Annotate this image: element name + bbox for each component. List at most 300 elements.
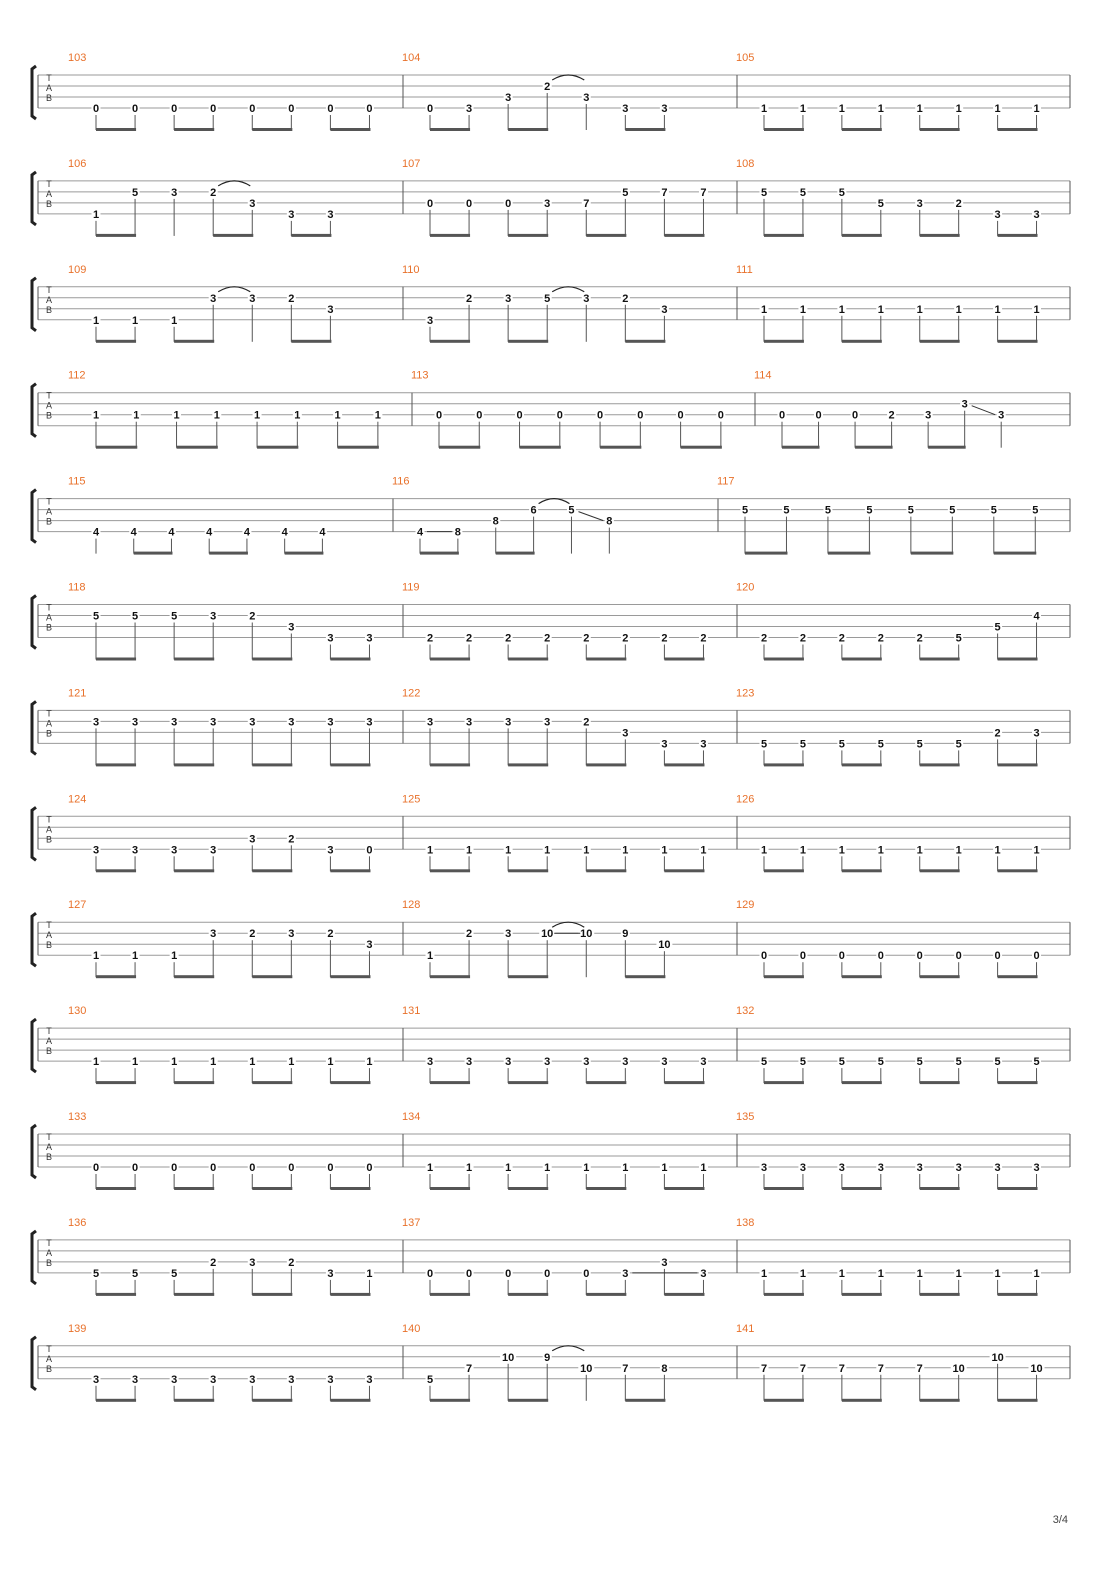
tab-clef-letter: T [46,920,52,931]
beam [174,658,214,661]
fret-number: 1 [210,1056,217,1069]
measure-number: 115 [68,475,86,488]
measure-number: 123 [736,687,755,700]
tab-system [32,1005,1070,1084]
measure-number: 132 [736,1005,755,1018]
beam [764,340,804,343]
fret-number: 7 [838,1362,845,1375]
beam [664,1293,704,1296]
system-bracket [32,1231,36,1284]
fret-number: 10 [580,1362,593,1375]
fret-number: 3 [288,928,295,941]
fret-number: 2 [288,833,295,846]
beam [998,340,1038,343]
fret-number: 1 [1033,844,1040,857]
fret-number: 0 [556,409,563,422]
measure-number: 114 [754,369,772,382]
beam [782,446,820,449]
beam [174,975,214,978]
fret-number: 1 [426,844,434,857]
beam [842,975,882,978]
fret-number: 0 [505,1267,512,1280]
fret-number: 1 [916,303,923,316]
fret-number: 1 [877,303,884,316]
fret-number: 2 [426,632,434,645]
beam [586,1081,626,1084]
tie [552,922,584,927]
beam [764,658,804,661]
beam [842,763,882,766]
fret-number: 5 [132,1267,139,1280]
beam [842,234,882,237]
beam [430,1293,470,1296]
beam [842,1399,882,1402]
tab-system [32,687,1070,766]
fret-number: 0 [210,1162,217,1174]
fret-number: 2 [888,409,895,422]
measure-number: 105 [736,52,755,64]
fret-number: 0 [815,409,822,422]
measure-number: 111 [736,263,753,276]
fret-number: 0 [288,1162,295,1174]
beam [96,1293,136,1296]
fret-number: 3 [249,1373,256,1386]
fret-number: 3 [583,92,590,104]
tie [552,287,584,292]
beam [430,128,470,131]
fret-number: 1 [760,103,768,115]
fret-number: 1 [288,1056,295,1069]
beam [998,975,1038,978]
fret-number: 3 [210,1373,217,1386]
fret-number: 1 [799,303,806,316]
fret-number: 0 [544,1267,551,1280]
fret-number: 5 [916,1056,923,1069]
fret-number: 3 [505,92,512,104]
fret-number: 1 [505,1162,512,1174]
beam [998,1187,1038,1190]
fret-number: 4 [1033,610,1040,623]
fret-number: 8 [661,1362,668,1375]
tab-clef-letter: B [45,198,53,209]
tab-clef-letter: B [45,1152,53,1162]
beam [174,1081,214,1084]
beam [252,1187,292,1190]
beam [664,1187,704,1190]
fret-number: 10 [580,928,593,941]
beam [508,128,548,131]
measure-number: 110 [402,263,420,276]
measure-number: 103 [68,52,87,64]
fret-number: 2 [583,632,590,645]
fret-number: 0 [426,1267,434,1280]
fret-number: 1 [374,409,381,422]
fret-number: 3 [249,716,256,729]
fret-number: 3 [366,632,373,645]
fret-number: 10 [952,1362,965,1375]
fret-number: 4 [243,526,250,539]
fret-number: 0 [955,950,962,963]
fret-number: 2 [877,632,884,645]
beam [96,763,136,766]
fret-number: 1 [171,950,178,963]
beam [745,552,787,555]
system-bracket [32,172,36,225]
fret-number: 1 [994,303,1001,316]
page-number: 3/4 [1052,1514,1068,1526]
beam [920,869,960,872]
tab-clef-letter: A [45,294,53,305]
beam [174,1293,214,1296]
tab-system [32,1217,1070,1296]
fret-number: 0 [466,197,473,210]
fret-number: 5 [949,504,956,517]
beam [842,658,882,661]
fret-number: 0 [210,103,217,115]
fret-number: 5 [838,738,845,751]
fret-number: 3 [288,1373,295,1386]
fret-number: 3 [661,738,668,751]
fret-number: 1 [132,1056,139,1069]
fret-number: 0 [132,103,139,115]
tab-system [32,476,1070,555]
beam [291,234,331,237]
fret-number: 3 [916,1162,923,1174]
beam [174,1187,214,1190]
beam [508,234,548,237]
fret-number: 3 [505,716,512,729]
fret-number: 1 [173,409,180,422]
fret-number: 4 [92,526,100,539]
fret-number: 4 [319,526,326,539]
system-bracket [32,1125,36,1178]
fret-number: 0 [435,409,443,422]
tab-clef-letter: T [46,1343,52,1354]
measure-number: 121 [68,687,87,700]
measure-number: 118 [68,581,86,594]
beam [998,869,1038,872]
measure-number: 108 [736,157,755,170]
tab-system [32,1323,1070,1402]
tie [552,75,584,80]
fret-number: 1 [426,950,434,963]
fret-number: 3 [661,303,668,316]
beam [96,1081,136,1084]
beam [600,446,641,449]
beam [920,1399,960,1402]
tab-clef-letter: B [45,834,53,845]
beam [252,975,292,978]
fret-number: 1 [622,844,629,857]
beam [134,552,173,555]
fret-number: 1 [92,950,100,963]
beam [586,763,626,766]
measure-number: 126 [736,793,755,806]
beam [252,1293,292,1296]
tab-clef-letter: A [45,718,53,729]
beam [855,446,893,449]
beam [911,552,953,555]
beam [96,658,136,661]
beam [430,975,470,978]
system-bracket [32,701,36,754]
fret-number: 1 [583,844,590,857]
fret-number: 1 [171,1056,178,1069]
fret-number: 3 [998,409,1005,422]
fret-number: 5 [799,186,806,199]
beam [764,763,804,766]
fret-number: 7 [760,1362,768,1375]
fret-number: 0 [171,1162,178,1174]
measure-number: 130 [68,1005,87,1018]
fret-number: 0 [994,950,1001,963]
fret-number: 0 [637,409,644,422]
beam [252,1081,292,1084]
fret-number: 3 [327,716,334,729]
tie [218,181,250,186]
beam [96,234,136,237]
fret-number: 3 [544,716,551,729]
system-bracket [32,278,36,331]
beam [508,1293,548,1296]
fret-number: 10 [658,939,671,952]
fret-number: 3 [132,844,139,857]
fret-number: 0 [366,103,373,115]
beam [508,340,548,343]
fret-number: 1 [466,1162,473,1174]
beam [508,1399,548,1402]
beam [998,1081,1038,1084]
tab-clef-letter: A [45,188,53,199]
beam [252,658,292,661]
tab-clef-letter: A [45,83,53,93]
fret-number: 3 [700,1267,707,1280]
fret-number: 1 [466,844,473,857]
beam [586,869,626,872]
tab-clef-letter: A [45,930,53,941]
fret-number: 4 [168,526,175,539]
fret-number: 0 [838,950,845,963]
tab-clef-letter: A [45,612,53,623]
fret-number: 1 [133,409,140,422]
measure-number: 120 [736,581,755,594]
fret-number: 0 [366,844,373,857]
measure-number: 139 [68,1322,87,1335]
beam [330,763,370,766]
fret-number: 0 [516,409,523,422]
tab-clef-letter: B [45,304,53,315]
fret-number: 1 [1033,103,1040,115]
beam [430,340,470,343]
fret-number: 1 [760,1267,768,1280]
fret-number: 5 [426,1373,434,1386]
system-bracket [32,913,36,966]
fret-number: 0 [426,197,434,210]
measure-number: 140 [402,1322,421,1335]
beam [920,763,960,766]
fret-number: 9 [622,928,629,941]
fret-number: 7 [916,1362,923,1375]
fret-number: 2 [622,292,629,305]
fret-number: 5 [622,186,629,199]
fret-number: 2 [249,928,256,941]
fret-number: 1 [661,1162,668,1174]
fret-number: 2 [466,928,473,941]
fret-number: 0 [852,409,859,422]
tab-clef-letter: T [46,390,52,401]
fret-number: 3 [249,1256,256,1269]
fret-number: 3 [622,1056,629,1069]
beam [842,1187,882,1190]
fret-number: 3 [426,716,434,729]
fret-number: 2 [544,632,551,645]
beam [96,128,136,131]
beam [994,552,1036,555]
beam [330,1081,370,1084]
beam [430,763,470,766]
tab-clef-letter: A [45,824,53,835]
fret-number: 1 [92,1056,100,1069]
fret-number: 3 [426,314,434,327]
tab-clef-letter: T [46,814,52,825]
beam [625,128,665,131]
fret-number: 1 [760,303,768,316]
measure-number: 134 [402,1111,421,1123]
fret-number: 1 [955,303,962,316]
fret-number: 3 [994,208,1001,221]
fret-number: 10 [991,1351,1004,1364]
beam [508,658,548,661]
tab-clef-letter: A [45,1247,53,1258]
fret-number: 7 [583,197,590,210]
fret-number: 0 [916,950,923,963]
beam [998,658,1038,661]
system-bracket [32,66,36,119]
slide-line [972,406,996,415]
fret-number: 5 [1032,504,1039,517]
fret-number: 1 [92,208,100,221]
fret-number: 3 [622,727,629,740]
fret-number: 3 [466,1056,473,1069]
fret-number: 5 [955,738,962,751]
fret-number: 3 [171,186,178,199]
beam [508,763,548,766]
beam [496,552,535,555]
measure-number: 109 [68,263,87,276]
fret-number: 5 [994,621,1001,634]
fret-number: 3 [925,409,932,422]
fret-number: 3 [622,1267,629,1280]
beam [330,1399,370,1402]
fret-number: 5 [544,292,551,305]
fret-number: 5 [955,1056,962,1069]
fret-number: 2 [799,632,806,645]
fret-number: 1 [132,314,139,327]
tab-clef-letter: B [45,1257,53,1268]
fret-number: 3 [622,103,629,115]
fret-number: 0 [92,103,100,115]
tab-system [32,899,1070,978]
fret-number: 0 [249,103,256,115]
measure-number: 104 [402,52,421,64]
fret-number: 3 [327,208,334,221]
system-bracket [32,1337,36,1390]
beam [842,869,882,872]
beam [213,234,253,237]
fret-number: 5 [132,610,139,623]
beam [96,340,136,343]
fret-number: 3 [583,292,590,305]
beam [920,1293,960,1296]
fret-number: 1 [505,844,512,857]
beam [664,234,704,237]
beam [96,975,136,978]
beam [664,658,704,661]
tab-clef-letter: A [45,506,53,517]
fret-number: 2 [583,716,590,729]
measure-number: 138 [736,1216,755,1229]
fret-number: 0 [799,950,806,963]
fret-number: 0 [426,103,434,115]
system-bracket [32,490,36,543]
tie [539,499,570,504]
fret-number: 1 [700,1162,707,1174]
fret-number: 5 [877,1056,884,1069]
fret-number: 3 [366,939,373,952]
fret-number: 3 [916,197,923,210]
fret-number: 3 [132,716,139,729]
fret-number: 3 [327,1373,334,1386]
fret-number: 5 [838,1056,845,1069]
fret-number: 1 [838,844,845,857]
beam [508,1187,548,1190]
fret-number: 5 [877,738,884,751]
tab-clef-letter: T [46,284,52,295]
beam [96,446,137,449]
measure-number: 141 [736,1322,755,1335]
beam [664,1081,704,1084]
beam [842,1081,882,1084]
tab-clef-letter: T [46,1132,52,1142]
fret-number: 1 [132,950,139,963]
measure-number: 135 [736,1111,755,1123]
beam [174,340,214,343]
tab-system [32,264,1070,343]
beam [430,658,470,661]
fret-number: 5 [92,610,100,623]
fret-number: 7 [700,186,707,199]
tab-clef-letter: B [45,622,53,633]
fret-number: 1 [544,1162,551,1174]
fret-number: 8 [454,526,461,539]
fret-number: 3 [700,1056,707,1069]
fret-number: 3 [327,632,334,645]
beam [920,128,960,131]
fret-number: 1 [838,1267,845,1280]
beam [681,446,722,449]
beam [920,975,960,978]
fret-number: 3 [760,1162,768,1174]
fret-number: 2 [661,632,668,645]
fret-number: 3 [327,303,334,316]
measure-number: 133 [68,1111,87,1123]
fret-number: 1 [249,1056,256,1069]
fret-number: 1 [213,409,220,422]
beam [625,340,665,343]
fret-number: 1 [334,409,341,422]
fret-number: 3 [171,844,178,857]
measure-number: 136 [68,1216,87,1229]
